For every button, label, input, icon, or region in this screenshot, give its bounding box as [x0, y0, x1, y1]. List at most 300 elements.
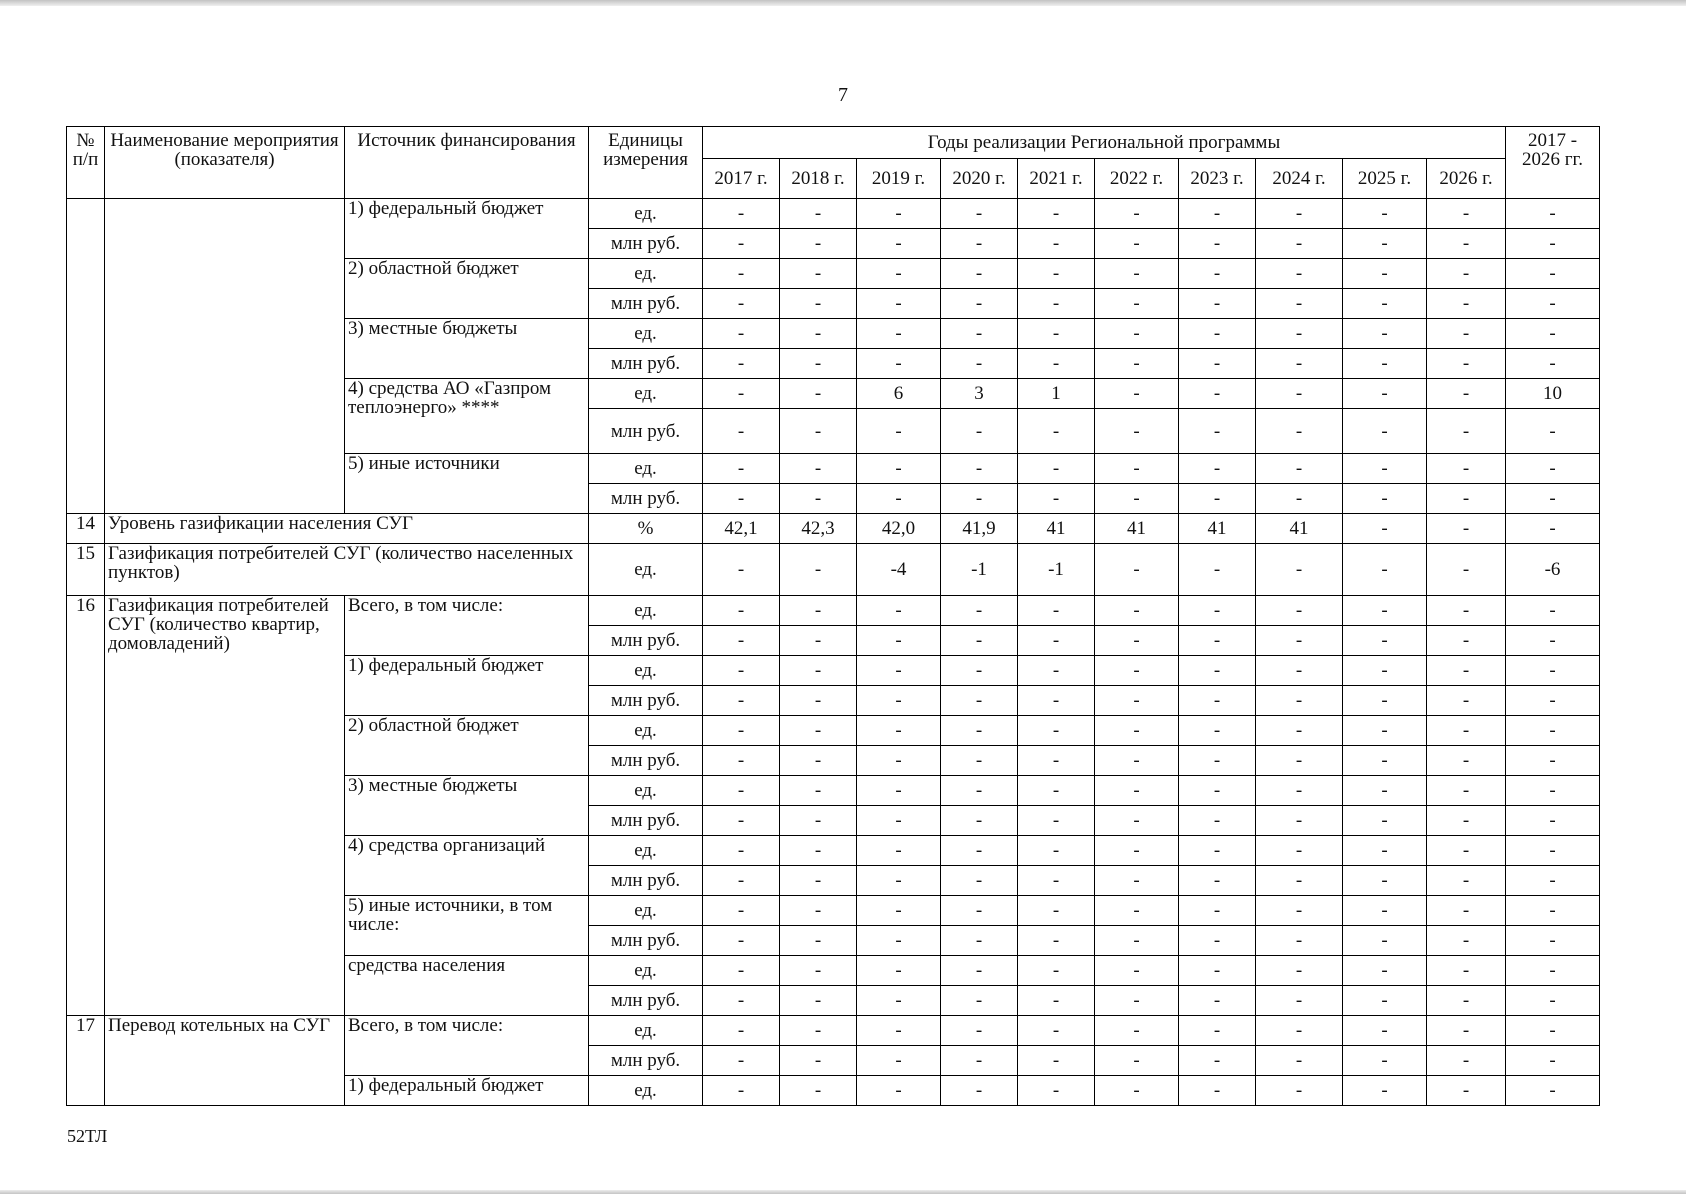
value-cell: - [1343, 986, 1427, 1016]
value-cell: - [1427, 454, 1506, 484]
value-cell: - [703, 259, 780, 289]
row-number: 17 [67, 1016, 105, 1106]
financing-source: 5) иные источники [345, 454, 589, 514]
value-cell: - [1095, 626, 1179, 656]
header-unit: Единицы измерения [589, 127, 703, 199]
value-cell: - [1179, 349, 1256, 379]
financing-source: 2) областной бюджет [345, 259, 589, 319]
unit-cell: млн руб. [589, 986, 703, 1016]
value-cell: - [1095, 259, 1179, 289]
program-table [66, 126, 1600, 1106]
row-number: 14 [67, 514, 105, 544]
total-cell: - [1506, 1016, 1600, 1046]
value-cell: - [941, 1016, 1018, 1046]
value-cell: 41 [1095, 514, 1179, 544]
value-cell: - [857, 229, 941, 259]
value-cell: - [941, 986, 1018, 1016]
value-cell: - [1427, 806, 1506, 836]
value-cell: - [857, 626, 941, 656]
unit-cell: млн руб. [589, 686, 703, 716]
value-cell: - [941, 229, 1018, 259]
unit-cell: ед. [589, 454, 703, 484]
value-cell: - [1095, 289, 1179, 319]
total-cell: - [1506, 259, 1600, 289]
scan-edge-bottom [0, 1190, 1686, 1194]
value-cell: - [1256, 379, 1343, 409]
total-cell: - [1506, 199, 1600, 229]
value-cell: - [1427, 259, 1506, 289]
value-cell: - [1179, 896, 1256, 926]
value-cell: - [857, 746, 941, 776]
table-row [67, 544, 1600, 596]
value-cell: - [1018, 866, 1095, 896]
unit-cell: млн руб. [589, 289, 703, 319]
total-cell: - [1506, 596, 1600, 626]
value-cell: - [703, 454, 780, 484]
header-total: 2017 - 2026 гг. [1506, 127, 1600, 199]
table-row [67, 199, 1600, 229]
header-year: 2019 г. [857, 159, 941, 199]
total-cell: - [1506, 454, 1600, 484]
value-cell: - [780, 626, 857, 656]
financing-source: средства населения [345, 956, 589, 1016]
value-cell: - [703, 199, 780, 229]
row-name: Перевод котельных на СУГ [105, 1016, 345, 1106]
value-cell: - [780, 656, 857, 686]
total-cell: - [1506, 866, 1600, 896]
value-cell: - [780, 686, 857, 716]
financing-source: 4) средства организаций [345, 836, 589, 896]
value-cell: - [1018, 686, 1095, 716]
value-cell: - [941, 746, 1018, 776]
header-year: 2025 г. [1343, 159, 1427, 199]
value-cell: - [1179, 926, 1256, 956]
value-cell: - [780, 349, 857, 379]
value-cell: - [780, 716, 857, 746]
financing-source: 2) областной бюджет [345, 716, 589, 776]
footer-code: 52ТЛ [67, 1126, 108, 1146]
unit-cell: млн руб. [589, 806, 703, 836]
value-cell: - [1095, 379, 1179, 409]
value-cell: - [1095, 1076, 1179, 1106]
row-name: Газификация потребителей СУГ (количество квартир, домовладений) [105, 596, 345, 1016]
value-cell: - [780, 544, 857, 596]
value-cell: - [857, 199, 941, 229]
total-cell: - [1506, 806, 1600, 836]
value-cell: - [780, 289, 857, 319]
value-cell: - [1427, 896, 1506, 926]
value-cell: - [1256, 596, 1343, 626]
value-cell: - [703, 986, 780, 1016]
value-cell: - [1343, 289, 1427, 319]
value-cell: - [1018, 289, 1095, 319]
value-cell: - [1095, 776, 1179, 806]
table-row [67, 596, 1600, 626]
financing-source: 3) местные бюджеты [345, 319, 589, 379]
value-cell: - [1427, 836, 1506, 866]
header-year: 2023 г. [1179, 159, 1256, 199]
value-cell: - [1427, 484, 1506, 514]
value-cell: - [1095, 349, 1179, 379]
value-cell: - [1343, 349, 1427, 379]
value-cell: - [1343, 514, 1427, 544]
value-cell: - [1179, 1016, 1256, 1046]
row-number: 15 [67, 544, 105, 596]
value-cell: - [703, 484, 780, 514]
header-year: 2020 г. [941, 159, 1018, 199]
value-cell: - [941, 409, 1018, 454]
value-cell: 1 [1018, 379, 1095, 409]
value-cell: - [780, 986, 857, 1016]
value-cell: - [1179, 686, 1256, 716]
total-cell: - [1506, 896, 1600, 926]
unit-cell: ед. [589, 1076, 703, 1106]
value-cell: - [780, 259, 857, 289]
financing-source: 4) средства АО «Газпром теплоэнерго» **** [345, 379, 589, 454]
unit-cell: ед. [589, 199, 703, 229]
value-cell: - [1256, 484, 1343, 514]
unit-cell: млн руб. [589, 229, 703, 259]
value-cell: - [1256, 746, 1343, 776]
value-cell: - [1018, 484, 1095, 514]
unit-cell: ед. [589, 319, 703, 349]
value-cell: - [1179, 956, 1256, 986]
value-cell: - [857, 866, 941, 896]
value-cell: - [780, 484, 857, 514]
header-year: 2026 г. [1427, 159, 1506, 199]
value-cell: - [1427, 866, 1506, 896]
value-cell: - [1427, 1016, 1506, 1046]
value-cell: - [1179, 1076, 1256, 1106]
value-cell: - [941, 686, 1018, 716]
page-number: 7 [838, 84, 848, 106]
value-cell: - [780, 896, 857, 926]
value-cell: - [703, 806, 780, 836]
value-cell: - [941, 349, 1018, 379]
header-year: 2018 г. [780, 159, 857, 199]
value-cell: - [941, 199, 1018, 229]
value-cell: - [1343, 716, 1427, 746]
value-cell: - [1179, 716, 1256, 746]
value-cell: - [857, 484, 941, 514]
value-cell: - [1256, 926, 1343, 956]
value-cell: - [1343, 454, 1427, 484]
value-cell: - [941, 259, 1018, 289]
value-cell: - [780, 836, 857, 866]
value-cell: - [857, 836, 941, 866]
value-cell: - [1018, 596, 1095, 626]
total-cell: - [1506, 956, 1600, 986]
value-cell: - [1343, 1016, 1427, 1046]
total-cell: - [1506, 776, 1600, 806]
value-cell: - [780, 409, 857, 454]
value-cell: - [1179, 379, 1256, 409]
value-cell: - [703, 896, 780, 926]
value-cell: - [1256, 289, 1343, 319]
unit-cell: млн руб. [589, 926, 703, 956]
financing-source: 1) федеральный бюджет [345, 199, 589, 259]
value-cell: - [1095, 1016, 1179, 1046]
value-cell: - [1095, 484, 1179, 514]
value-cell: - [1343, 596, 1427, 626]
unit-cell: млн руб. [589, 866, 703, 896]
total-cell: - [1506, 289, 1600, 319]
unit-cell: ед. [589, 1016, 703, 1046]
value-cell: - [1018, 746, 1095, 776]
value-cell: - [941, 806, 1018, 836]
value-cell: - [1179, 259, 1256, 289]
value-cell: - [1343, 544, 1427, 596]
value-cell: - [941, 716, 1018, 746]
value-cell: - [1256, 806, 1343, 836]
value-cell: - [703, 836, 780, 866]
value-cell: - [1179, 289, 1256, 319]
value-cell: - [857, 806, 941, 836]
value-cell: - [941, 896, 1018, 926]
value-cell: - [1095, 836, 1179, 866]
financing-source: 1) федеральный бюджет [345, 656, 589, 716]
value-cell: - [1179, 409, 1256, 454]
value-cell: - [1018, 259, 1095, 289]
value-cell: - [1256, 409, 1343, 454]
unit-cell: ед. [589, 956, 703, 986]
row-name: Уровень газификации населения СУГ [105, 514, 589, 544]
unit-cell: млн руб. [589, 626, 703, 656]
value-cell: - [857, 896, 941, 926]
value-cell: - [1179, 656, 1256, 686]
value-cell: - [1343, 836, 1427, 866]
financing-source: 3) местные бюджеты [345, 776, 589, 836]
total-cell: -6 [1506, 544, 1600, 596]
value-cell: - [1343, 379, 1427, 409]
value-cell: - [1018, 319, 1095, 349]
value-cell: - [1095, 199, 1179, 229]
value-cell: - [1343, 866, 1427, 896]
unit-cell: ед. [589, 544, 703, 596]
total-cell: 10 [1506, 379, 1600, 409]
value-cell: - [857, 259, 941, 289]
header-num: № п/п [67, 127, 105, 199]
value-cell: - [1179, 454, 1256, 484]
value-cell: - [1343, 229, 1427, 259]
value-cell: - [1427, 1076, 1506, 1106]
value-cell: - [1427, 379, 1506, 409]
value-cell: - [1018, 199, 1095, 229]
value-cell: - [1427, 776, 1506, 806]
value-cell: - [1343, 1046, 1427, 1076]
row-number: 16 [67, 596, 105, 1016]
value-cell: - [1018, 926, 1095, 956]
value-cell: - [1018, 229, 1095, 259]
value-cell: - [857, 686, 941, 716]
value-cell: - [1018, 836, 1095, 866]
value-cell: - [1018, 454, 1095, 484]
value-cell: - [703, 1076, 780, 1106]
value-cell: - [1343, 484, 1427, 514]
value-cell: - [1256, 866, 1343, 896]
unit-cell: ед. [589, 656, 703, 686]
value-cell: - [1179, 776, 1256, 806]
value-cell: - [1018, 349, 1095, 379]
total-cell: - [1506, 926, 1600, 956]
value-cell: - [1256, 349, 1343, 379]
value-cell: - [703, 656, 780, 686]
value-cell: - [1256, 776, 1343, 806]
unit-cell: ед. [589, 896, 703, 926]
value-cell: - [941, 484, 1018, 514]
value-cell: - [941, 596, 1018, 626]
value-cell: - [1256, 1016, 1343, 1046]
value-cell: - [1018, 776, 1095, 806]
total-cell: - [1506, 514, 1600, 544]
value-cell: - [1427, 656, 1506, 686]
total-cell: - [1506, 319, 1600, 349]
value-cell: - [1427, 956, 1506, 986]
value-cell: - [780, 319, 857, 349]
value-cell: - [1256, 896, 1343, 926]
value-cell: - [857, 409, 941, 454]
value-cell: - [1343, 746, 1427, 776]
value-cell: 3 [941, 379, 1018, 409]
value-cell: - [1343, 896, 1427, 926]
unit-cell: млн руб. [589, 1046, 703, 1076]
total-cell: - [1506, 1046, 1600, 1076]
value-cell: - [857, 454, 941, 484]
total-cell: - [1506, 626, 1600, 656]
value-cell: - [1095, 866, 1179, 896]
value-cell: - [1427, 716, 1506, 746]
value-cell: - [703, 319, 780, 349]
value-cell: - [1427, 514, 1506, 544]
value-cell: - [1095, 956, 1179, 986]
value-cell: - [1256, 544, 1343, 596]
value-cell: - [1256, 836, 1343, 866]
value-cell: - [703, 956, 780, 986]
value-cell: - [780, 746, 857, 776]
value-cell: - [780, 1046, 857, 1076]
value-cell: - [780, 454, 857, 484]
value-cell: - [1179, 544, 1256, 596]
value-cell: - [1343, 926, 1427, 956]
value-cell: - [1256, 986, 1343, 1016]
value-cell: - [1256, 686, 1343, 716]
value-cell: - [703, 1016, 780, 1046]
value-cell: - [1343, 1076, 1427, 1106]
value-cell: - [703, 926, 780, 956]
value-cell: - [1018, 956, 1095, 986]
value-cell: - [1427, 199, 1506, 229]
value-cell: - [857, 1016, 941, 1046]
value-cell: - [1179, 484, 1256, 514]
unit-cell: ед. [589, 776, 703, 806]
value-cell: 42,0 [857, 514, 941, 544]
value-cell: 41,9 [941, 514, 1018, 544]
value-cell: - [1427, 319, 1506, 349]
value-cell: - [941, 454, 1018, 484]
value-cell: - [1256, 319, 1343, 349]
unit-cell: ед. [589, 259, 703, 289]
value-cell: - [1256, 454, 1343, 484]
value-cell: - [1095, 746, 1179, 776]
value-cell: - [1095, 454, 1179, 484]
value-cell: - [1018, 896, 1095, 926]
value-cell: - [703, 686, 780, 716]
value-cell: - [1427, 926, 1506, 956]
value-cell: - [857, 289, 941, 319]
value-cell: - [1427, 686, 1506, 716]
value-cell: - [1256, 656, 1343, 686]
total-cell: - [1506, 986, 1600, 1016]
value-cell: - [1427, 229, 1506, 259]
total-cell: - [1506, 716, 1600, 746]
value-cell: - [857, 986, 941, 1016]
unit-cell: ед. [589, 836, 703, 866]
row-number [67, 199, 105, 514]
value-cell: 41 [1018, 514, 1095, 544]
unit-cell: ед. [589, 716, 703, 746]
row-name: Газификация потребителей СУГ (количество населенных пунктов) [105, 544, 589, 596]
value-cell: - [1179, 986, 1256, 1016]
value-cell: - [780, 379, 857, 409]
value-cell: - [780, 1076, 857, 1106]
total-cell: - [1506, 656, 1600, 686]
value-cell: - [857, 596, 941, 626]
value-cell: - [780, 866, 857, 896]
value-cell: - [941, 866, 1018, 896]
table-row [67, 514, 1600, 544]
value-cell: - [1179, 836, 1256, 866]
value-cell: -1 [1018, 544, 1095, 596]
value-cell: - [1095, 926, 1179, 956]
value-cell: - [1179, 596, 1256, 626]
value-cell: - [941, 926, 1018, 956]
value-cell: - [703, 866, 780, 896]
value-cell: 42,3 [780, 514, 857, 544]
header-year: 2024 г. [1256, 159, 1343, 199]
header-year: 2017 г. [703, 159, 780, 199]
value-cell: - [1095, 656, 1179, 686]
financing-source: 5) иные источники, в том числе: [345, 896, 589, 956]
value-cell: - [1427, 626, 1506, 656]
value-cell: - [941, 836, 1018, 866]
total-cell: - [1506, 686, 1600, 716]
value-cell: - [941, 1046, 1018, 1076]
value-cell: - [857, 1076, 941, 1106]
value-cell: - [703, 349, 780, 379]
value-cell: - [857, 1046, 941, 1076]
value-cell: - [780, 776, 857, 806]
value-cell: - [1256, 1046, 1343, 1076]
unit-cell: млн руб. [589, 349, 703, 379]
total-cell: - [1506, 836, 1600, 866]
value-cell: - [1095, 806, 1179, 836]
value-cell: - [703, 409, 780, 454]
financing-source: Всего, в том числе: [345, 596, 589, 656]
value-cell: - [1018, 986, 1095, 1016]
value-cell: - [703, 229, 780, 259]
total-cell: - [1506, 229, 1600, 259]
value-cell: - [1427, 596, 1506, 626]
value-cell: - [1018, 716, 1095, 746]
value-cell: - [1343, 319, 1427, 349]
value-cell: - [1179, 1046, 1256, 1076]
unit-cell: ед. [589, 379, 703, 409]
total-cell: - [1506, 746, 1600, 776]
value-cell: - [1343, 806, 1427, 836]
value-cell: - [1427, 349, 1506, 379]
value-cell: - [857, 656, 941, 686]
value-cell: - [1427, 986, 1506, 1016]
